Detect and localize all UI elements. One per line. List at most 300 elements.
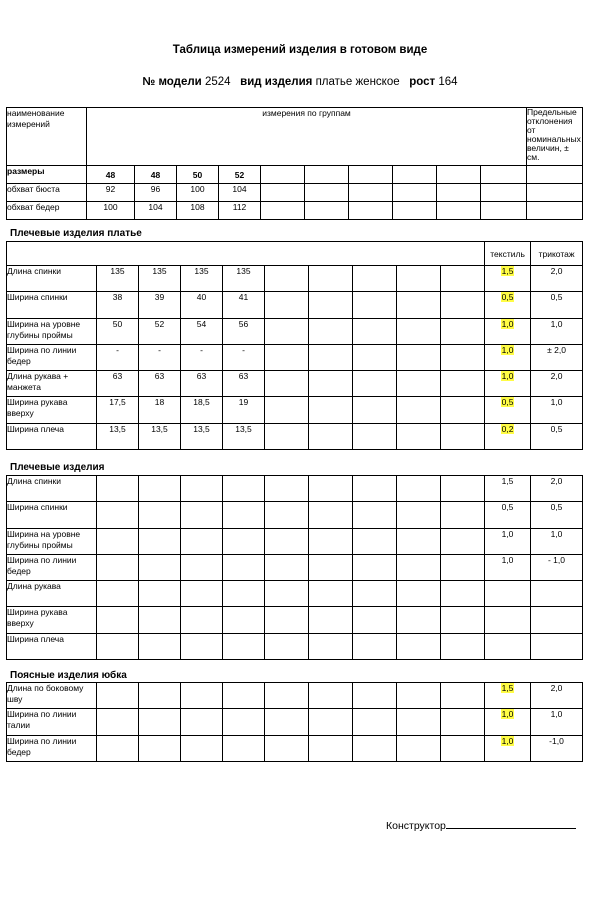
row-value	[223, 554, 265, 580]
knit-tolerance: ± 2,0	[531, 344, 583, 370]
measurement-row	[7, 581, 583, 607]
empty-cell	[353, 554, 397, 580]
row-value: -	[181, 344, 223, 370]
empty-cell	[393, 184, 437, 202]
row-value	[181, 476, 223, 502]
row-label: Ширина по линии бедер	[7, 554, 97, 580]
textile-tolerance	[485, 476, 531, 502]
empty-cell	[441, 423, 485, 449]
row-value	[223, 528, 265, 554]
dress-header-row	[7, 242, 583, 266]
row-value: 18,5	[181, 397, 223, 423]
col-textile: текстиль	[485, 242, 531, 266]
empty-cell	[397, 397, 441, 423]
textile-tolerance	[485, 581, 531, 607]
empty-cell	[353, 344, 397, 370]
knit-tolerance: 0,5	[531, 423, 583, 449]
measurement-row	[7, 633, 583, 659]
dress-table	[6, 241, 583, 450]
row-value: 13,5	[139, 423, 181, 449]
row-value	[223, 709, 265, 735]
base-value: 104	[135, 202, 177, 220]
row-value	[181, 607, 223, 633]
row-value: -	[97, 344, 139, 370]
textile-tolerance	[485, 607, 531, 633]
row-value	[139, 528, 181, 554]
row-value: 56	[223, 318, 265, 344]
row-value: 13,5	[181, 423, 223, 449]
knit-tolerance: 1,0	[531, 528, 583, 554]
empty-cell	[265, 344, 309, 370]
empty-cell	[397, 423, 441, 449]
row-value	[139, 607, 181, 633]
row-value	[97, 633, 139, 659]
textile-value: 0,5	[501, 397, 514, 408]
empty-cell	[397, 709, 441, 735]
empty-cell	[309, 344, 353, 370]
textile-value: 0,5	[501, 292, 514, 303]
row-value	[97, 502, 139, 528]
empty-cell	[309, 476, 353, 502]
empty-cell	[441, 502, 485, 528]
empty-cell	[441, 683, 485, 709]
empty-cell	[353, 683, 397, 709]
row-value	[139, 709, 181, 735]
empty-cell	[265, 502, 309, 528]
row-value	[97, 554, 139, 580]
empty-cell	[309, 528, 353, 554]
textile-tolerance	[485, 266, 531, 292]
row-value	[97, 709, 139, 735]
row-value	[181, 581, 223, 607]
row-value: 63	[97, 371, 139, 397]
textile-value: 1,0	[501, 528, 514, 539]
knit-tolerance	[531, 581, 583, 607]
textile-value: 0,5	[501, 502, 514, 513]
empty-cell	[397, 554, 441, 580]
knit-tolerance	[531, 607, 583, 633]
empty-cell	[265, 476, 309, 502]
row-value	[139, 633, 181, 659]
row-value: 54	[181, 318, 223, 344]
row-value	[97, 607, 139, 633]
empty-cell	[265, 633, 309, 659]
row-label: Ширина по линии бедер	[7, 735, 97, 761]
textile-tolerance	[485, 528, 531, 554]
empty-cell	[261, 202, 305, 220]
row-value: 13,5	[97, 423, 139, 449]
row-value	[223, 633, 265, 659]
knit-tolerance: 2,0	[531, 371, 583, 397]
empty-cell	[265, 528, 309, 554]
size-cell: 48	[87, 166, 135, 184]
knit-tolerance: - 1,0	[531, 554, 583, 580]
empty-cell	[7, 242, 485, 266]
measurement-row	[7, 318, 583, 344]
row-value	[97, 581, 139, 607]
empty-cell	[265, 397, 309, 423]
header-name-cell: наименование измерений	[7, 108, 87, 166]
size-cell: 48	[135, 166, 177, 184]
empty-cell	[353, 528, 397, 554]
empty-cell	[437, 184, 481, 202]
row-label: Длина рукава	[7, 581, 97, 607]
model-value: 2524	[204, 76, 231, 88]
row-label: Ширина спинки	[7, 292, 97, 318]
textile-value: 1,5	[501, 683, 514, 693]
empty-cell	[353, 423, 397, 449]
empty-cell	[441, 633, 485, 659]
row-label: Ширина рукава вверху	[7, 607, 97, 633]
knit-tolerance	[531, 633, 583, 659]
base-value: 112	[219, 202, 261, 220]
row-value: 63	[181, 371, 223, 397]
knit-tolerance: 1,0	[531, 709, 583, 735]
height-value: 164	[438, 76, 458, 88]
empty-cell	[397, 683, 441, 709]
empty-cell	[353, 607, 397, 633]
empty-cell	[397, 502, 441, 528]
textile-tolerance	[485, 554, 531, 580]
row-value	[97, 683, 139, 709]
empty-cell	[441, 735, 485, 761]
row-value	[223, 607, 265, 633]
empty-cell	[441, 476, 485, 502]
row-value	[97, 476, 139, 502]
empty-cell	[353, 397, 397, 423]
textile-value: 1,5	[501, 266, 514, 276]
textile-tolerance	[485, 371, 531, 397]
row-label: Ширина на уровне глубины проймы	[7, 528, 97, 554]
measurement-row	[7, 423, 583, 449]
measurement-row	[7, 735, 583, 761]
empty-cell	[397, 266, 441, 292]
row-value: 39	[139, 292, 181, 318]
section-title: Поясные изделия юбка	[10, 670, 127, 681]
empty-cell	[309, 633, 353, 659]
row-label: Ширина спинки	[7, 502, 97, 528]
row-value: 135	[139, 266, 181, 292]
empty-cell	[441, 344, 485, 370]
empty-cell	[265, 554, 309, 580]
model-label: № модели	[142, 76, 202, 88]
measurement-row	[7, 683, 583, 709]
row-value: -	[139, 344, 181, 370]
dress-rows	[7, 266, 583, 450]
empty-cell	[441, 554, 485, 580]
row-value: 63	[223, 371, 265, 397]
col-knit: трикотаж	[531, 242, 583, 266]
empty-cell	[397, 633, 441, 659]
textile-value: 1,0	[501, 344, 514, 355]
row-value	[223, 502, 265, 528]
empty-cell	[265, 607, 309, 633]
base-value: 92	[87, 184, 135, 202]
textile-value: 1,0	[501, 371, 514, 382]
type-value: платье женское	[315, 76, 400, 88]
textile-value: 1,5	[501, 476, 514, 486]
row-value: 135	[97, 266, 139, 292]
empty-cell	[353, 735, 397, 761]
measurement-row	[7, 397, 583, 423]
empty-cell	[397, 371, 441, 397]
empty-cell	[265, 581, 309, 607]
textile-value: 1,0	[501, 735, 514, 746]
empty-cell	[481, 166, 527, 184]
row-value	[223, 683, 265, 709]
empty-cell	[397, 476, 441, 502]
empty-cell	[437, 166, 481, 184]
row-label: Ширина рукава вверху	[7, 397, 97, 423]
empty-cell	[481, 202, 527, 220]
empty-cell	[309, 397, 353, 423]
measurement-row	[7, 607, 583, 633]
sizes-table	[6, 107, 583, 220]
empty-cell	[441, 528, 485, 554]
knit-tolerance: 1,0	[531, 318, 583, 344]
textile-value: 1,0	[501, 554, 514, 565]
base-value: 104	[219, 184, 261, 202]
row-value: 63	[139, 371, 181, 397]
row-label: Длина спинки	[7, 266, 97, 292]
empty-cell	[441, 292, 485, 318]
row-value	[181, 554, 223, 580]
measurement-row	[7, 476, 583, 502]
knit-tolerance: 0,5	[531, 502, 583, 528]
header-groups-cell: измерения по группам	[87, 108, 527, 166]
measurement-row	[7, 292, 583, 318]
empty-cell	[309, 683, 353, 709]
section-title: Плечевые изделия	[10, 462, 105, 473]
textile-tolerance	[485, 292, 531, 318]
row-value	[139, 735, 181, 761]
shoulder-rows	[7, 476, 583, 660]
row-value	[223, 476, 265, 502]
signature-label: Конструктор	[386, 820, 446, 832]
empty-cell	[349, 202, 393, 220]
knit-tolerance: -1,0	[531, 735, 583, 761]
row-value: 38	[97, 292, 139, 318]
shoulder-table	[6, 475, 583, 660]
knit-tolerance: 2,0	[531, 683, 583, 709]
row-value: 135	[181, 266, 223, 292]
base-value: 96	[135, 184, 177, 202]
signature-blank	[446, 818, 576, 829]
empty-cell	[441, 371, 485, 397]
row-value	[139, 581, 181, 607]
empty-cell	[353, 266, 397, 292]
header-tolerance-cell: Предельные отклонения от номинальных величин, ± см.	[527, 108, 583, 166]
empty-cell	[265, 292, 309, 318]
empty-cell	[309, 318, 353, 344]
empty-cell	[265, 735, 309, 761]
empty-cell	[353, 633, 397, 659]
empty-cell	[309, 709, 353, 735]
measurement-row	[7, 344, 583, 370]
section-title: Плечевые изделия платье	[10, 228, 142, 239]
skirt-table	[6, 682, 583, 762]
base-value: 100	[177, 184, 219, 202]
empty-cell	[481, 184, 527, 202]
empty-cell	[265, 318, 309, 344]
row-label: Ширина плеча	[7, 633, 97, 659]
textile-tolerance	[485, 423, 531, 449]
textile-tolerance	[485, 318, 531, 344]
empty-cell	[437, 202, 481, 220]
empty-cell	[261, 184, 305, 202]
row-label: Ширина по линии талии	[7, 709, 97, 735]
empty-cell	[309, 581, 353, 607]
base-label: обхват бедер	[7, 202, 87, 220]
empty-cell	[397, 292, 441, 318]
row-value: 41	[223, 292, 265, 318]
row-value: 50	[97, 318, 139, 344]
row-value	[181, 709, 223, 735]
measurement-row	[7, 709, 583, 735]
row-value: -	[223, 344, 265, 370]
textile-tolerance	[485, 735, 531, 761]
row-value	[223, 735, 265, 761]
size-cell: 50	[177, 166, 219, 184]
sizes-row	[7, 166, 583, 184]
textile-tolerance	[485, 344, 531, 370]
row-label: Ширина по линии бедер	[7, 344, 97, 370]
row-value	[181, 528, 223, 554]
measurement-row	[7, 371, 583, 397]
empty-cell	[265, 683, 309, 709]
empty-cell	[349, 166, 393, 184]
empty-cell	[305, 202, 349, 220]
textile-tolerance	[485, 683, 531, 709]
knit-tolerance: 0,5	[531, 292, 583, 318]
row-value	[97, 528, 139, 554]
row-label: Длина рукава + манжета	[7, 371, 97, 397]
textile-tolerance	[485, 397, 531, 423]
row-value	[139, 554, 181, 580]
empty-cell	[305, 166, 349, 184]
row-value	[181, 502, 223, 528]
measurement-row	[7, 266, 583, 292]
empty-cell	[527, 166, 583, 184]
empty-cell	[353, 318, 397, 344]
type-label: вид изделия	[240, 76, 313, 88]
row-value	[97, 735, 139, 761]
row-label: Ширина на уровне глубины проймы	[7, 318, 97, 344]
empty-cell	[309, 292, 353, 318]
row-label: Длина спинки	[7, 476, 97, 502]
empty-cell	[353, 476, 397, 502]
empty-cell	[441, 709, 485, 735]
textile-tolerance	[485, 502, 531, 528]
empty-cell	[397, 528, 441, 554]
empty-cell	[309, 423, 353, 449]
empty-cell	[397, 344, 441, 370]
row-value	[139, 476, 181, 502]
empty-cell	[309, 607, 353, 633]
empty-cell	[397, 318, 441, 344]
knit-tolerance: 2,0	[531, 476, 583, 502]
base-value: 108	[177, 202, 219, 220]
empty-cell	[265, 423, 309, 449]
empty-cell	[397, 607, 441, 633]
sizes-label: размеры	[7, 166, 87, 184]
signature-line	[386, 818, 576, 832]
row-value	[139, 502, 181, 528]
empty-cell	[397, 581, 441, 607]
empty-cell	[261, 166, 305, 184]
empty-cell	[353, 292, 397, 318]
empty-cell	[353, 502, 397, 528]
textile-tolerance	[485, 709, 531, 735]
size-cell: 52	[219, 166, 261, 184]
row-value: 13,5	[223, 423, 265, 449]
empty-cell	[441, 607, 485, 633]
empty-cell	[265, 371, 309, 397]
empty-cell	[309, 502, 353, 528]
skirt-rows	[7, 683, 583, 762]
document-title: Таблица измерений изделия в готовом виде	[172, 44, 428, 56]
measurement-row	[7, 502, 583, 528]
knit-tolerance: 2,0	[531, 266, 583, 292]
empty-cell	[353, 709, 397, 735]
textile-value: 1,0	[501, 709, 514, 720]
row-value	[139, 683, 181, 709]
row-value	[181, 735, 223, 761]
empty-cell	[309, 554, 353, 580]
row-value	[181, 683, 223, 709]
empty-cell	[441, 318, 485, 344]
empty-cell	[265, 709, 309, 735]
empty-cell	[349, 184, 393, 202]
base-row	[7, 184, 583, 202]
empty-cell	[441, 266, 485, 292]
empty-cell	[353, 371, 397, 397]
empty-cell	[393, 202, 437, 220]
base-label: обхват бюста	[7, 184, 87, 202]
model-info	[0, 76, 600, 88]
empty-cell	[441, 397, 485, 423]
textile-value: 0,2	[501, 423, 514, 434]
textile-tolerance	[485, 633, 531, 659]
knit-tolerance: 1,0	[531, 397, 583, 423]
row-value: 17,5	[97, 397, 139, 423]
textile-value: 1,0	[501, 318, 514, 329]
base-value: 100	[87, 202, 135, 220]
base-row	[7, 202, 583, 220]
row-value: 135	[223, 266, 265, 292]
empty-cell	[309, 735, 353, 761]
empty-cell	[265, 266, 309, 292]
measurement-row	[7, 554, 583, 580]
empty-cell	[527, 184, 583, 202]
empty-cell	[309, 266, 353, 292]
row-value: 40	[181, 292, 223, 318]
empty-cell	[309, 371, 353, 397]
measurement-row	[7, 528, 583, 554]
row-value	[223, 581, 265, 607]
height-label: рост	[409, 76, 436, 88]
empty-cell	[527, 202, 583, 220]
empty-cell	[397, 735, 441, 761]
row-value: 18	[139, 397, 181, 423]
row-value	[181, 633, 223, 659]
row-label: Длина по боковому шву	[7, 683, 97, 709]
empty-cell	[393, 166, 437, 184]
empty-cell	[441, 581, 485, 607]
row-value: 52	[139, 318, 181, 344]
row-label: Ширина плеча	[7, 423, 97, 449]
row-value: 19	[223, 397, 265, 423]
